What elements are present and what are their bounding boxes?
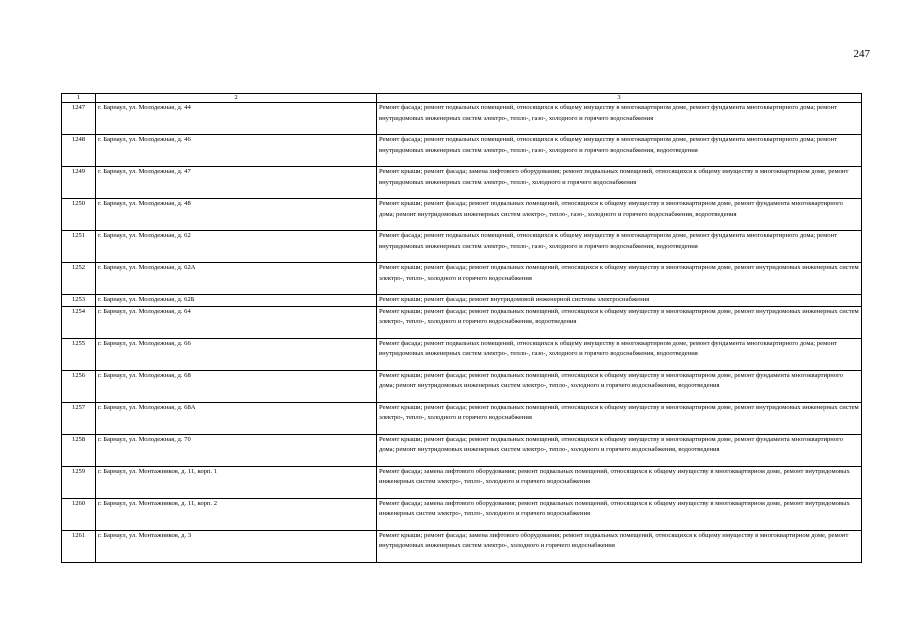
row-works: Ремонт фасада; замена лифтового оборудования; ремонт подвальных помещений, относящихся к общему имуществу в многоквартирном доме, ремонт внутридомовых инженерных систем электро-, тепло-, холодного и горячего водоснабжения (377, 466, 862, 498)
row-number: 1259 (62, 466, 96, 498)
table-row (62, 263, 862, 295)
column-header-number: 1 (62, 94, 96, 103)
row-works: Ремонт крыши; ремонт фасада; ремонт подвальных помещений, относящихся к общему имуществу в многоквартирном доме, ремонт фундамента многоквартирного дома; ремонт внутридомовых инженерных систем электро-, тепло-, холодного и горячего водоснабжения, водоотведения (377, 370, 862, 402)
row-address: г. Барнаул, ул. Молодежная, д. 46 (96, 135, 377, 167)
table-row (62, 306, 862, 338)
table-row (62, 231, 862, 263)
row-address: г. Барнаул, ул. Молодежная, д. 62Б (96, 295, 377, 307)
table-row (62, 199, 862, 231)
row-works: Ремонт фасада; ремонт подвальных помещений, относящихся к общему имуществу в многоквартирном доме, ремонт фундамента многоквартирного дома; ремонт внутридомовых инженерных систем электро-, тепло-, газо-, холодного и горячего водоснабжения, водоотведения (377, 231, 862, 263)
row-number: 1251 (62, 231, 96, 263)
row-number: 1257 (62, 402, 96, 434)
row-number: 1253 (62, 295, 96, 307)
row-number: 1250 (62, 199, 96, 231)
row-address: г. Барнаул, ул. Молодежная, д. 68А (96, 402, 377, 434)
table-row (62, 103, 862, 135)
row-works: Ремонт фасада; ремонт подвальных помещений, относящихся к общему имуществу в многоквартирном доме, ремонт фундамента многоквартирного дома; ремонт внутридомовых инженерных систем электро-, тепло-, газо-, холодного и горячего водоснабжения (377, 103, 862, 135)
row-address: г. Барнаул, ул. Молодежная, д. 66 (96, 338, 377, 370)
row-address: г. Барнаул, ул. Молодежная, д. 64 (96, 306, 377, 338)
row-works: Ремонт крыши; ремонт фасада; ремонт подвальных помещений, относящихся к общему имуществу в многоквартирном доме, ремонт фундамента многоквартирного дома; ремонт внутридомовых инженерных систем электро-, тепло-, холодного и горячего водоснабжения, водоотведения (377, 434, 862, 466)
row-address: г. Барнаул, ул. Молодежная, д. 44 (96, 103, 377, 135)
table-body (62, 103, 862, 563)
row-number: 1258 (62, 434, 96, 466)
row-works: Ремонт крыши; ремонт фасада; ремонт подвальных помещений, относящихся к общему имуществу в многоквартирном доме, ремонт внутридомовых инженерных систем электро-, тепло-, холодного и горячего водоснабжения (377, 402, 862, 434)
row-number: 1261 (62, 530, 96, 562)
table-row (62, 370, 862, 402)
row-number: 1247 (62, 103, 96, 135)
row-address: г. Барнаул, ул. Молодежная, д. 68 (96, 370, 377, 402)
row-works: Ремонт крыши; ремонт фасада; ремонт внутридомовой инженерной системы электроснабжения (377, 295, 862, 307)
row-address: г. Барнаул, ул. Молодежная, д. 62А (96, 263, 377, 295)
table-row (62, 295, 862, 307)
row-address: г. Барнаул, ул. Молодежная, д. 62 (96, 231, 377, 263)
row-works: Ремонт крыши; ремонт фасада; ремонт подвальных помещений, относящихся к общему имуществу в многоквартирном доме, ремонт внутридомовых инженерных систем электро-, тепло-, холодного и горячего водоснабжения, водоотведения (377, 306, 862, 338)
header-row (62, 94, 862, 103)
repair-works-table (61, 93, 862, 563)
row-works: Ремонт крыши; ремонт фасада; замена лифтового оборудования; ремонт подвальных помещений, относящихся к общему имуществу в многоквартирном доме, ремонт внутридомовых инженерных систем электро-, холодного и горячего водоснабжения (377, 530, 862, 562)
table-row (62, 167, 862, 199)
row-number: 1256 (62, 370, 96, 402)
row-works: Ремонт фасада; ремонт подвальных помещений, относящихся к общему имуществу в многоквартирном доме, ремонт фундамента многоквартирного дома; ремонт внутридомовых инженерных систем электро-, тепло-, газо-, холодного и горячего водоснабжения, водоотведения (377, 135, 862, 167)
row-number: 1252 (62, 263, 96, 295)
table-row (62, 434, 862, 466)
row-number: 1255 (62, 338, 96, 370)
row-works: Ремонт фасада; ремонт подвальных помещений, относящихся к общему имуществу в многоквартирном доме, ремонт фундамента многоквартирного дома; ремонт внутридомовых инженерных систем электро-, тепло-, газо-, холодного и горячего водоснабжения, водоотведения (377, 338, 862, 370)
row-address: г. Барнаул, ул. Монтажников, д. 11, корп. 2 (96, 498, 377, 530)
column-header-works: 3 (377, 94, 862, 103)
table-header (62, 94, 862, 103)
table-row (62, 530, 862, 562)
table-row (62, 338, 862, 370)
row-number: 1248 (62, 135, 96, 167)
table-row (62, 498, 862, 530)
page-number: 247 (853, 48, 870, 60)
column-header-address: 2 (96, 94, 377, 103)
table-row (62, 135, 862, 167)
row-works: Ремонт крыши; ремонт фасада; ремонт подвальных помещений, относящихся к общему имуществу в многоквартирном доме, ремонт внутридомовых инженерных систем электро-, тепло-, холодного и горячего водоснабжения (377, 263, 862, 295)
row-works: Ремонт фасада; замена лифтового оборудования; ремонт подвальных помещений, относящихся к общему имуществу в многоквартирном доме, ремонт внутридомовых инженерных систем электро-, тепло-, холодного и горячего водоснабжения (377, 498, 862, 530)
row-address: г. Барнаул, ул. Монтажников, д. 3 (96, 530, 377, 562)
row-address: г. Барнаул, ул. Монтажников, д. 11, корп. 1 (96, 466, 377, 498)
row-address: г. Барнаул, ул. Молодежная, д. 48 (96, 199, 377, 231)
row-number: 1249 (62, 167, 96, 199)
row-address: г. Барнаул, ул. Молодежная, д. 70 (96, 434, 377, 466)
row-works: Ремонт крыши; ремонт фасада; замена лифтового оборудования; ремонт подвальных помещений, относящихся к общему имуществу в многоквартирном доме, ремонт внутридомовых инженерных систем электро-, тепло-, холодного и горячего водоснабжения (377, 167, 862, 199)
row-address: г. Барнаул, ул. Молодежная, д. 47 (96, 167, 377, 199)
row-number: 1260 (62, 498, 96, 530)
table-row (62, 466, 862, 498)
row-number: 1254 (62, 306, 96, 338)
table-row (62, 402, 862, 434)
row-works: Ремонт крыши; ремонт фасада; ремонт подвальных помещений, относящихся к общему имуществу в многоквартирном доме, ремонт фундамента многоквартирного дома; ремонт внутридомовых инженерных систем электро-, тепло-, газо-, холодного и горячего водоснабжения, водоотведения (377, 199, 862, 231)
